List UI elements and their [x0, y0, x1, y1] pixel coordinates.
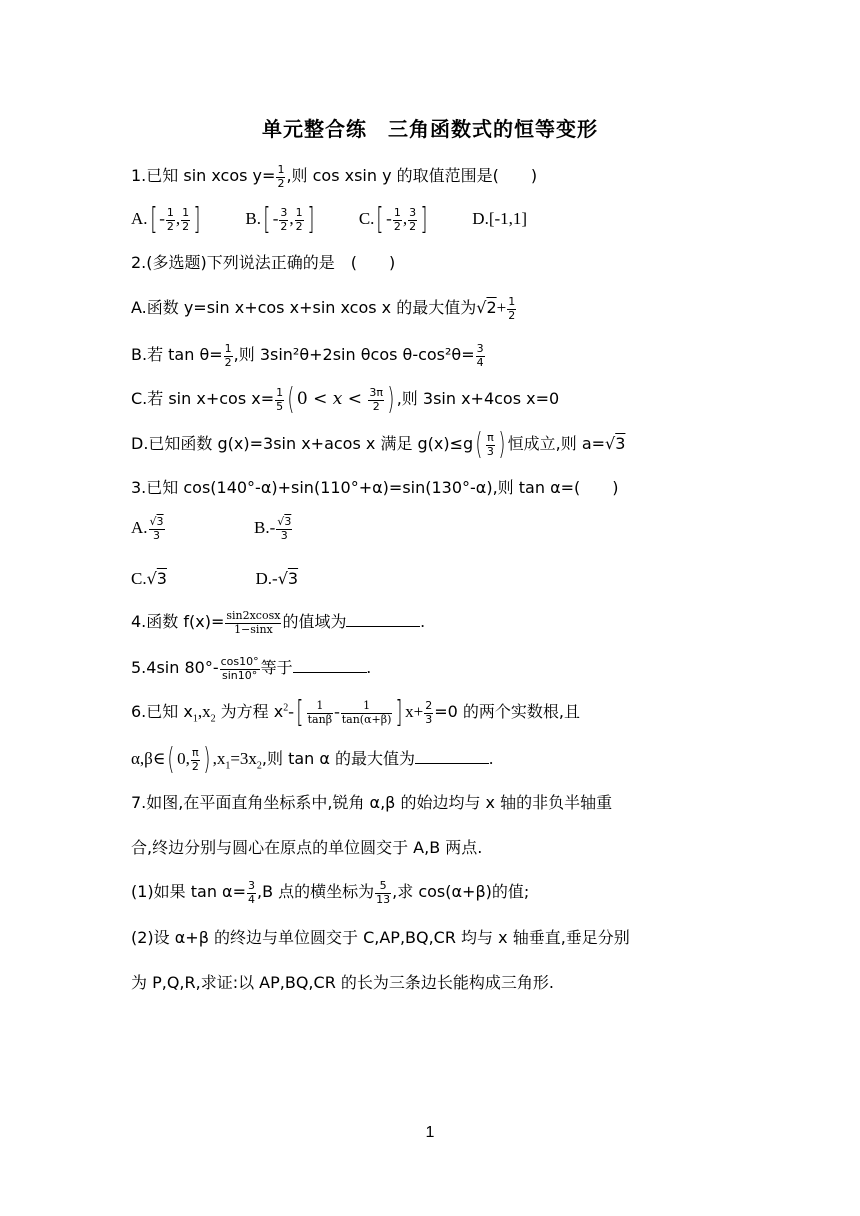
q7-part2-line1: (2)设 α+β 的终边与单位圆交于 C,AP,BQ,CR 均与 x 轴垂直,垂足分别 — [131, 928, 630, 947]
page-title: 单元整合练 三角函数式的恒等变形 — [262, 117, 598, 141]
q6-stem: 6.已知 $x_1,x_2$ 为方程 $x^2-$[ $\frac{1}{\tan\beta}$ - $\frac{1}{\tan(\alpha+\beta)}$ ] x+ $\frac{2}{3}$ =0 的两个实数根,且 — [131, 695, 580, 730]
q1-option-a[interactable]: A.[ - $\frac{1}{2}$ , $\frac{1}{2}$ ] — [131, 202, 201, 237]
q3-option-b[interactable]: B.- $\frac{√3}{3}$ — [254, 515, 292, 542]
q2-option-b[interactable]: B.若 tan θ= $\frac{1}{2}$ ,则 3sin²θ+2sin θcos θ-cos²θ= $\frac{3}{4}$ — [131, 342, 484, 369]
q3-options-cd — [131, 570, 298, 587]
q3-options-ab — [131, 516, 293, 542]
q4-stem: 4.函数 f(x)= $\frac{\sin 2xcosx}{1-\sin x}$ 的值域为 . — [131, 609, 425, 636]
q3-option-c[interactable]: C.√3 — [131, 569, 167, 588]
q6-line2: α,β∈( 0, $\frac{\pi}{2}$ ) $,x_1=3x_2$,则 tan α 的最大值为 . — [131, 742, 494, 777]
q2-option-d[interactable]: D.已知函数 g(x)=3sin x+acos x 满足 g(x)≤g( $\frac{\pi}{3}$ ) 恒成立,则 a=√3 — [131, 427, 626, 462]
q3-option-a[interactable]: A. $\frac{√3}{3}$ — [131, 515, 164, 542]
answer-blank[interactable] — [346, 614, 420, 627]
q3-option-d[interactable]: D.-√3 — [255, 569, 299, 588]
answer-blank[interactable] — [293, 660, 367, 673]
q1-option-d[interactable]: D.[-1,1] — [472, 208, 528, 228]
q7-line1: 7.如图,在平面直角坐标系中,锐角 α,β 的始边均与 x 轴的非负半轴重 — [131, 793, 613, 812]
fraction: $\frac{1}{2}$ — [277, 163, 285, 190]
q7-line2: 合,终边分别与圆心在原点的单位圆交于 A,B 两点. — [131, 838, 483, 857]
q1-option-c[interactable]: C.[ - $\frac{1}{2}$ , $\frac{3}{2}$ ] — [358, 202, 428, 237]
q1-stem: 1.已知 sin xcos y= $\frac{1}{2}$ ,则 cos xsin y 的取值范围是( ) — [131, 163, 538, 190]
q5-stem: 5.4sin 80°- $\frac{\cos 10^\circ}{\sin 10^\circ}$ 等于 . — [131, 655, 371, 682]
q3-stem: 3.已知 cos(140°-α)+sin(110°+α)=sin(130°-α),则 tan α=( ) — [131, 478, 619, 497]
q2-stem: 2.(多选题)下列说法正确的是 ( ) — [131, 253, 396, 272]
page-number: 1 — [425, 1124, 435, 1141]
q7-part1: (1)如果 tan α= $\frac{3}{4}$ ,B 点的横坐标为 $\frac{5}{13}$ ,求 cos(α+β)的值; — [131, 879, 530, 906]
q2-option-a[interactable]: A.函数 y=sin x+cos x+sin xcos x 的最大值为√2+ $\frac{1}{2}$ — [131, 295, 516, 322]
q7-part2-line2: 为 P,Q,R,求证:以 AP,BQ,CR 的长为三条边长能构成三角形. — [131, 973, 554, 992]
q1-options — [131, 202, 528, 237]
q1-option-b[interactable]: B.[ - $\frac{3}{2}$ , $\frac{1}{2}$ ] — [245, 202, 314, 237]
answer-blank[interactable] — [415, 751, 489, 764]
q2-option-c[interactable]: C.若 sin x+cos x= $\frac{1}{5}$ ( 0 < x < $\frac{3\pi}{2}$ ) ,则 3sin x+4cos x=0 — [131, 382, 560, 417]
